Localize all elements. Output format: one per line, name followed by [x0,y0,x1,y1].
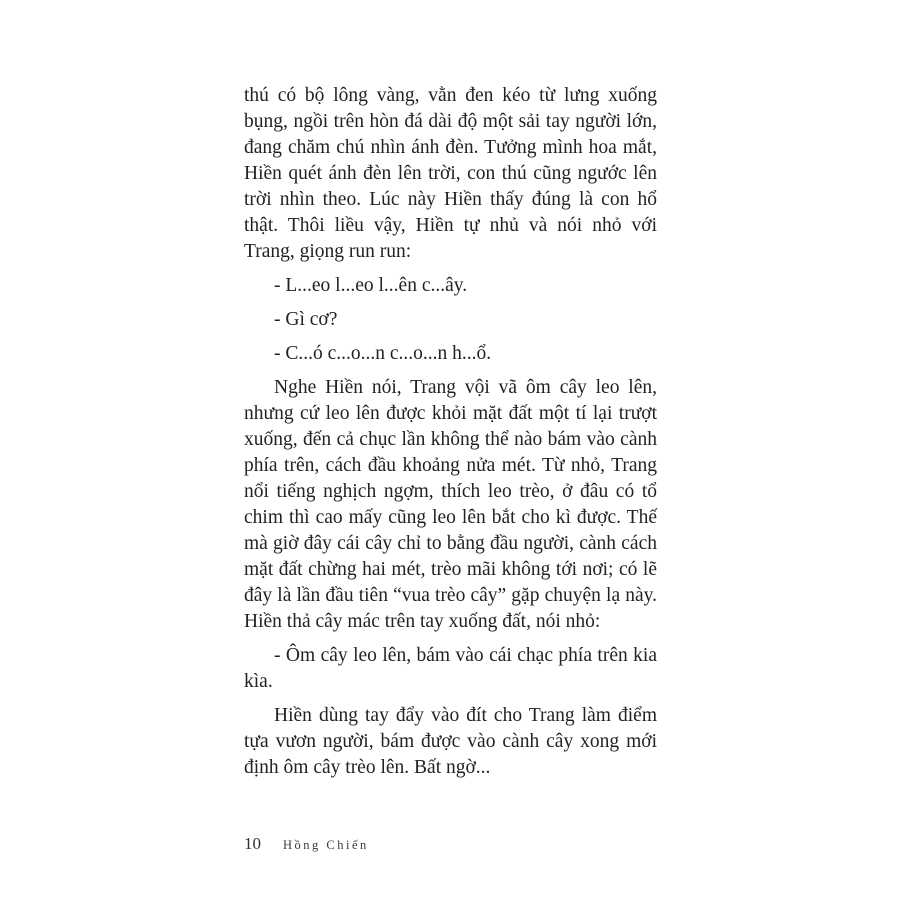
body-paragraph: thú có bộ lông vàng, vằn đen kéo từ lưng xuống bụng, ngồi trên hòn đá dài độ một sải tay người lớn, đang chăm chú nhìn ánh đèn. Tưởng mình hoa mắt, Hiền quét ánh đèn lên trời, con thú cũng ngước lên trời nhìn theo. Lúc này Hiền thấy đúng là con hổ thật. Thôi liều vậy, Hiền tự nhủ và nói nhỏ với Trang, giọng run run: [244,85,657,262]
running-footer-author: Hồng Chiến [283,838,369,852]
page-text-block [244,83,657,781]
dialogue-line: - C...ó c...o...n c...o...n h...ổ. [274,343,492,364]
dialogue-line: - Gì cơ? [274,309,338,330]
body-paragraph: Nghe Hiền nói, Trang vội vã ôm cây leo lên, nhưng cứ leo lên được khỏi mặt đất một tí lại trượt xuống, đến cả chục lần không thể nào bám vào cành phía trên, cách đầu khoảng nửa mét. Từ nhỏ, Trang nổi tiếng nghịch ngợm, thích leo trèo, ở đâu có tổ chim thì cao mấy cũng leo lên bắt cho kì được. Thế mà giờ đây cái cây chỉ to bằng đầu người, cành cách mặt đất chừng hai mét, trèo mãi không tới nơi; có lẽ đây là lần đầu tiên “vua trèo cây” gặp chuyện lạ này. Hiền thả cây mác trên tay xuống đất, nói nhỏ: [244,377,657,632]
dialogue-line: - Ôm cây leo lên, bám vào cái chạc phía trên kia kìa. [244,645,657,692]
page-footer [244,834,369,854]
body-paragraph: Hiền dùng tay đẩy vào đít cho Trang làm điểm tựa vươn người, bám được vào cành cây xong mới định ôm cây trèo lên. Bất ngờ... [244,705,657,778]
page-number: 10 [244,834,261,853]
dialogue-line: - L...eo l...eo l...ên c...ây. [274,275,468,296]
